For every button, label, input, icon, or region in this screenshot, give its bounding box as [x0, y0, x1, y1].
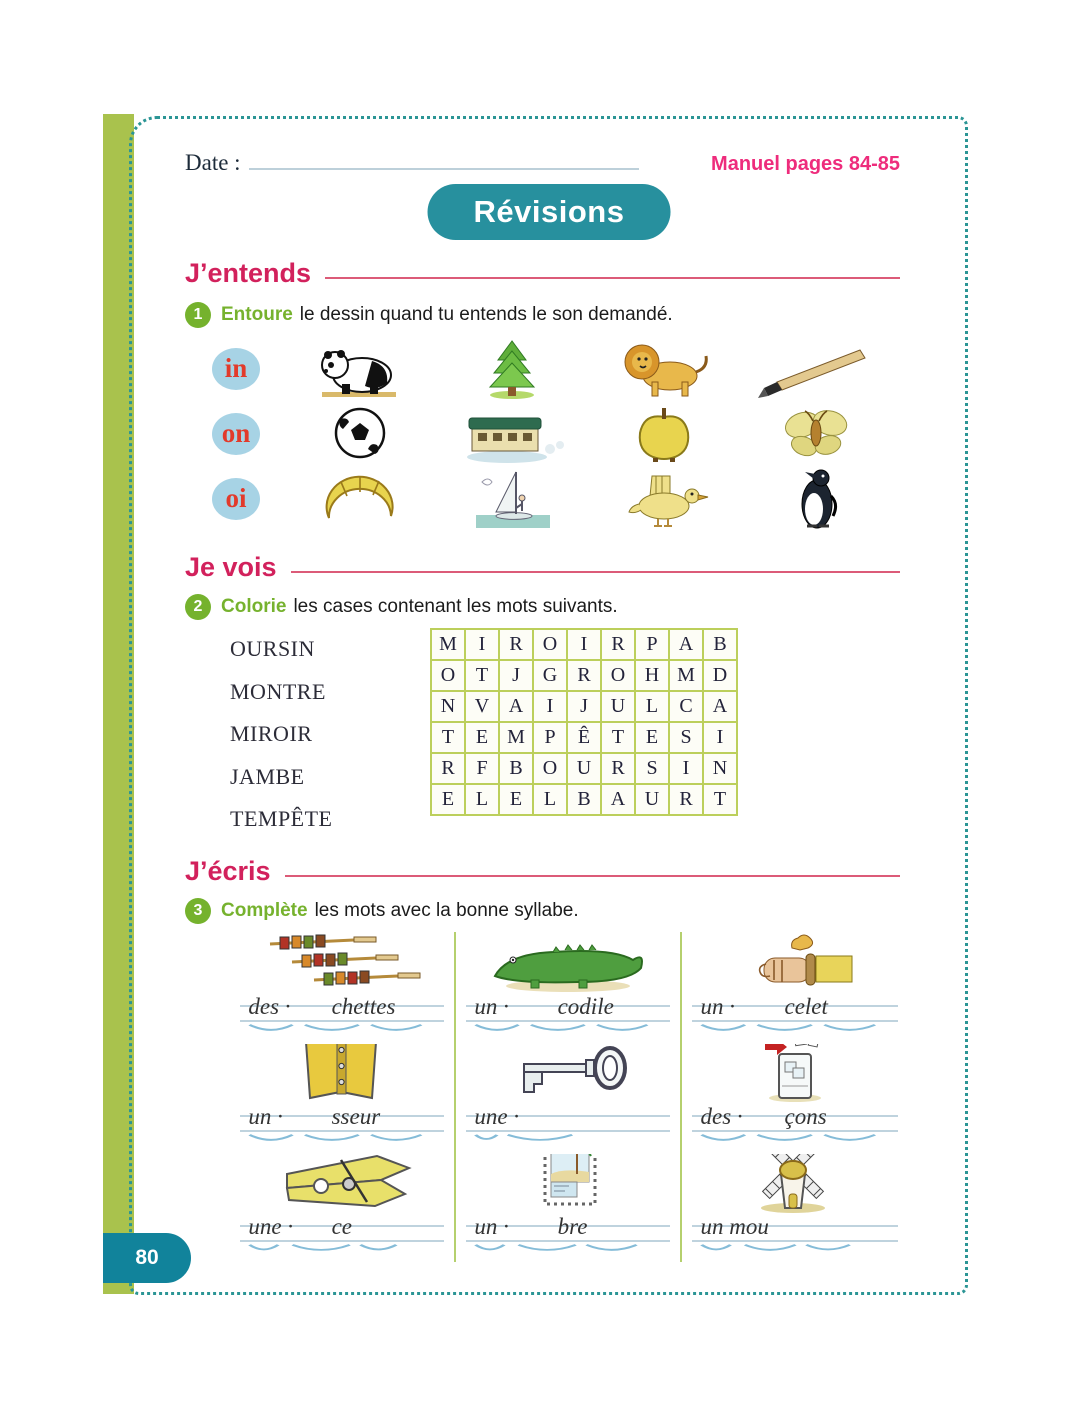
- word-end: codile: [557, 994, 614, 1019]
- word-start: des ·: [248, 994, 291, 1019]
- sound-row-oi: [200, 466, 906, 531]
- letter-cell[interactable]: N: [703, 753, 737, 784]
- pomme-icon[interactable]: [588, 403, 740, 465]
- letter-cell[interactable]: Ê: [567, 722, 601, 753]
- syllable-cell-crocodile: [456, 932, 682, 1042]
- letter-cell[interactable]: R: [601, 753, 635, 784]
- section-divider-line: [325, 277, 900, 279]
- writing-line[interactable]: [238, 1216, 446, 1256]
- exercise1-number-badge: 1: [185, 302, 211, 328]
- exercise2-verb: Colorie: [221, 596, 287, 617]
- word-start: un ·: [474, 1214, 509, 1239]
- section-title: Je vois: [185, 552, 277, 582]
- letter-cell[interactable]: S: [669, 722, 703, 753]
- letter-cell[interactable]: I: [669, 753, 703, 784]
- word-start: une ·: [248, 1214, 294, 1239]
- letter-cell[interactable]: U: [601, 691, 635, 722]
- letter-cell[interactable]: D: [703, 660, 737, 691]
- letter-cell[interactable]: E: [431, 784, 465, 815]
- letter-cell[interactable]: H: [635, 660, 669, 691]
- word-item: TEMPÊTE: [230, 806, 333, 831]
- letter-cell[interactable]: G: [533, 660, 567, 691]
- letter-cell[interactable]: U: [635, 784, 669, 815]
- letter-cell[interactable]: R: [567, 660, 601, 691]
- letter-grid-row: [431, 660, 737, 691]
- letter-cell[interactable]: J: [499, 660, 533, 691]
- letter-cell[interactable]: U: [567, 753, 601, 784]
- letter-grid: [430, 628, 738, 816]
- letter-cell[interactable]: L: [635, 691, 669, 722]
- sound-chip-on: on: [212, 413, 260, 455]
- glacons-icon: [690, 1044, 900, 1104]
- letter-cell[interactable]: M: [499, 722, 533, 753]
- letter-cell[interactable]: E: [499, 784, 533, 815]
- letter-cell[interactable]: O: [431, 660, 465, 691]
- syllable-arcs: [246, 1243, 425, 1254]
- exercise2-number-badge: 2: [185, 594, 211, 620]
- sound-chip-in: in: [212, 348, 260, 390]
- writing-line[interactable]: [690, 1106, 900, 1146]
- syllable-cell-moulin: [682, 1152, 908, 1262]
- syllable-arcs: [698, 1023, 879, 1034]
- oie-icon[interactable]: [588, 468, 740, 530]
- letter-cell[interactable]: B: [499, 753, 533, 784]
- bracelet-icon: [690, 934, 900, 994]
- date-label: Date :: [185, 150, 241, 175]
- syllable-arcs: [472, 1243, 651, 1254]
- word-end: chettes: [331, 994, 396, 1019]
- letter-grid-row: [431, 722, 737, 753]
- section-heading-jevois: [185, 552, 900, 583]
- writing-line[interactable]: [464, 1106, 672, 1146]
- syllable-arcs: [698, 1243, 879, 1254]
- section-title: J’écris: [185, 856, 271, 886]
- word-start: un ·: [248, 1104, 283, 1129]
- pinceau-icon[interactable]: [740, 338, 892, 400]
- letter-cell[interactable]: C: [669, 691, 703, 722]
- syllable-cell-brochettes: [230, 932, 456, 1042]
- letter-cell[interactable]: S: [635, 753, 669, 784]
- letter-grid-row: [431, 691, 737, 722]
- word-list: [230, 628, 428, 849]
- date-writing-line[interactable]: [249, 152, 639, 170]
- wagon-icon[interactable]: [436, 403, 588, 465]
- exercise2-instruction: [185, 594, 618, 620]
- sapin-icon[interactable]: [436, 338, 588, 400]
- letter-grid-row: [431, 784, 737, 815]
- letter-cell[interactable]: E: [635, 722, 669, 753]
- letter-grid-row: [431, 753, 737, 784]
- exercise3-verb: Complète: [221, 900, 308, 921]
- letter-cell[interactable]: J: [567, 691, 601, 722]
- croissant-icon[interactable]: [284, 468, 436, 530]
- letter-cell[interactable]: M: [431, 629, 465, 660]
- word-start: une ·: [474, 1104, 520, 1129]
- word-end: ce: [331, 1214, 353, 1239]
- writing-line[interactable]: [238, 996, 446, 1036]
- syllable-arcs: [698, 1133, 879, 1144]
- letter-cell[interactable]: O: [533, 753, 567, 784]
- letter-cell[interactable]: B: [567, 784, 601, 815]
- exercise3-text: les mots avec la bonne syllabe.: [314, 900, 579, 921]
- word-end: sseur: [331, 1104, 381, 1129]
- letter-cell[interactable]: B: [703, 629, 737, 660]
- syllable-cell-cle: [456, 1042, 682, 1152]
- letter-cell[interactable]: R: [499, 629, 533, 660]
- letter-cell[interactable]: P: [635, 629, 669, 660]
- word-item: MONTRE: [230, 678, 326, 704]
- letter-cell[interactable]: V: [465, 691, 499, 722]
- panda-icon[interactable]: [284, 338, 436, 400]
- writing-line[interactable]: [690, 1216, 900, 1256]
- syllable-cell-pince: [230, 1152, 456, 1262]
- writing-line[interactable]: [690, 996, 900, 1036]
- word-end: çons: [784, 1104, 827, 1129]
- exercise1-text: le dessin quand tu entends le son demandé.: [299, 304, 673, 325]
- syllable-cell-bracelet: [682, 932, 908, 1042]
- sound-picture-grid: [200, 336, 906, 531]
- section-divider-line: [291, 571, 900, 573]
- letter-cell[interactable]: A: [703, 691, 737, 722]
- sound-row-in: [200, 336, 906, 401]
- exercise3-instruction: [185, 898, 579, 924]
- letter-cell[interactable]: A: [601, 784, 635, 815]
- worksheet-content: [140, 120, 958, 1290]
- word-item: OURSIN: [230, 636, 315, 661]
- letter-grid-row: [431, 629, 737, 660]
- letter-cell[interactable]: I: [567, 629, 601, 660]
- letter-cell[interactable]: R: [601, 629, 635, 660]
- writing-line[interactable]: [464, 1216, 672, 1256]
- syllable-cell-classeur: [230, 1042, 456, 1152]
- letter-cell[interactable]: T: [465, 660, 499, 691]
- letter-cell[interactable]: E: [465, 722, 499, 753]
- page-number-tab: 80: [103, 1233, 191, 1283]
- letter-cell[interactable]: L: [465, 784, 499, 815]
- moulin-icon: [690, 1154, 900, 1214]
- papillon-icon[interactable]: [740, 403, 892, 465]
- letter-cell[interactable]: T: [601, 722, 635, 753]
- word-start: un ·: [474, 994, 509, 1019]
- sound-row-on: [200, 401, 906, 466]
- word-item: JAMBE: [230, 763, 305, 789]
- date-row: [185, 150, 900, 176]
- exercise3-number-badge: 3: [185, 898, 211, 924]
- letter-cell[interactable]: P: [533, 722, 567, 753]
- letter-cell[interactable]: N: [431, 691, 465, 722]
- planche-a-voile-icon[interactable]: [436, 468, 588, 530]
- manual-page-reference: Manuel pages 84-85: [711, 153, 900, 175]
- ballon-icon[interactable]: [284, 403, 436, 465]
- pingouin-icon[interactable]: [740, 466, 892, 532]
- letter-cell[interactable]: A: [669, 629, 703, 660]
- classeur-icon: [238, 1044, 446, 1104]
- writing-line[interactable]: [238, 1106, 446, 1146]
- word-start: un ·: [700, 994, 735, 1019]
- crocodile-icon: [464, 934, 672, 994]
- letter-cell[interactable]: M: [669, 660, 703, 691]
- letter-cell[interactable]: T: [703, 784, 737, 815]
- brochettes-icon: [238, 934, 446, 994]
- letter-cell[interactable]: I: [533, 691, 567, 722]
- section-heading-jentends: [185, 258, 900, 289]
- writing-line[interactable]: [464, 996, 672, 1036]
- word-start: un mou: [700, 1214, 769, 1239]
- syllable-cell-timbre: [456, 1152, 682, 1262]
- exercise1-instruction: [185, 302, 673, 328]
- section-heading-jecris: [185, 856, 900, 887]
- syllable-cell-glacons: [682, 1042, 908, 1152]
- letter-cell[interactable]: I: [703, 722, 737, 753]
- exercise2-text: les cases contenant les mots suivants.: [293, 596, 618, 617]
- section-divider-line: [285, 875, 900, 877]
- word-search-block: [230, 628, 900, 849]
- letter-cell[interactable]: R: [431, 753, 465, 784]
- word-item: MIROIR: [230, 721, 313, 746]
- exercise1-verb: Entoure: [221, 304, 293, 325]
- letter-cell[interactable]: F: [465, 753, 499, 784]
- section-title: J’entends: [185, 258, 312, 288]
- syllable-arcs: [246, 1023, 425, 1034]
- lion-icon[interactable]: [588, 338, 740, 400]
- word-end: celet: [784, 994, 828, 1019]
- letter-cell[interactable]: I: [465, 629, 499, 660]
- letter-cell[interactable]: T: [431, 722, 465, 753]
- letter-cell[interactable]: L: [533, 784, 567, 815]
- page-title: Révisions: [428, 184, 671, 240]
- syllable-arcs: [472, 1133, 651, 1144]
- word-end: bre: [557, 1214, 588, 1239]
- sound-chip-oi: oi: [212, 478, 260, 520]
- timbre-icon: [464, 1154, 672, 1214]
- pince-a-linge-icon: [238, 1154, 446, 1214]
- syllable-completion-grid: [230, 932, 908, 1262]
- cle-icon: [464, 1044, 672, 1104]
- syllable-arcs: [246, 1133, 425, 1144]
- letter-cell[interactable]: O: [533, 629, 567, 660]
- syllable-arcs: [472, 1023, 651, 1034]
- letter-cell[interactable]: R: [669, 784, 703, 815]
- word-start: des ·: [700, 1104, 743, 1129]
- letter-cell[interactable]: O: [601, 660, 635, 691]
- letter-cell[interactable]: A: [499, 691, 533, 722]
